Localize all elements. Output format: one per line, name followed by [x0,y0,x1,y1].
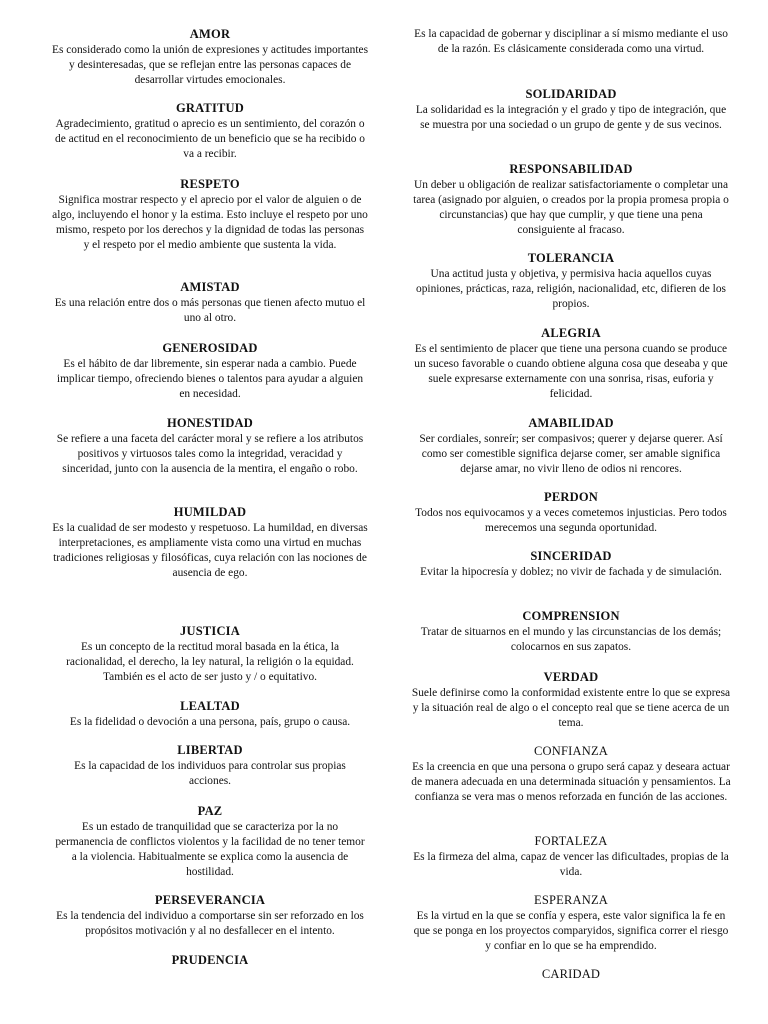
term-definition: Es un concepto de la rectitud moral basada en la ética, la racionalidad, el derecho, la ley natural, la religión o la equidad. También es el acto de ser justo y / o equitativo. [66,641,354,683]
term-definition: Todos nos equivocamos y a veces cometemos injusticias. Pero todos merecemos una segunda oportunidad. [415,507,727,534]
term-heading: LEALTAD [180,699,240,713]
entry-solidaridad [410,87,732,133]
entry-perseverancia [52,893,368,939]
term-definition: La solidaridad es la integración y el grado y tipo de integración, que se muestra por una sociedad o un grupo de gente y de sus vecinos. [415,104,727,131]
term-definition: Es un estado de tranquilidad que se caracteriza por la no permanencia de conflictos violentos y la facilidad de no tener temor a la violencia. Habitualmente se explica como la ausencia de hostilidad. [55,821,365,878]
term-heading: ALEGRIA [541,326,601,340]
term-heading: CONFIANZA [533,744,609,758]
term-definition: Es la virtud en la que se confía y espera, este valor significa la fe en que se ponga en los proyectos comparyidos, significa correr el riesgo y confiar en lo que se ha emprendido. [413,910,729,952]
term-heading: PRUDENCIA [171,953,249,967]
term-heading: HUMILDAD [173,505,247,519]
term-definition: Es la capacidad de gobernar y disciplinar a sí mismo mediante el uso de la razón. Es clásicamente considerada como una virtud. [414,28,728,55]
term-definition: Es la capacidad de los individuos para controlar sus propias acciones. [74,760,346,787]
term-definition: Es el sentimiento de placer que tiene una persona cuando se produce un suceso favorable o cuando obtiene alguna cosa que deseaba y que suele expresarse externamente con una sonrisa, risas, euforia y felicidad. [414,343,728,400]
term-definition: Suele definirse como la conformidad existente entre lo que se expresa y la situación real de algo o el concepto real que se tiene acerca de un tema. [411,687,731,729]
term-heading: JUSTICIA [180,624,240,638]
term-heading: TOLERANCIA [527,251,615,265]
term-heading: AMABILIDAD [528,416,614,430]
term-definition: Agradecimiento, gratitud o aprecio es un sentimiento, del corazón o de actitud en el reconocimiento de un beneficio que se ha recibido o va a recibir. [55,118,365,160]
entry-alegria [410,326,732,402]
term-heading: HONESTIDAD [166,416,254,430]
term-definition: Es una relación entre dos o más personas que tienen afecto mutuo el uno al otro. [54,297,366,324]
entry-esperanza [410,893,732,954]
entry-gratitud [52,101,368,162]
entry-sinceridad [410,549,732,580]
term-heading: SOLIDARIDAD [525,87,617,101]
term-definition: Es la creencia en que una persona o grupo será capaz y deseara actuar de manera adecuada en una determinada situación y pensamientos. La confianza se vera mas o menos reforzada en función de las acciones. [411,761,731,803]
term-heading: RESPETO [180,177,240,191]
term-heading: SINCERIDAD [530,549,612,563]
term-heading: VERDAD [543,670,599,684]
entry-prudencia-continued [410,27,732,57]
term-heading: CARIDAD [541,967,601,981]
entry-perdon [410,490,732,536]
term-definition: Se refiere a una faceta del carácter moral y se refiere a los atributos positivos y virtuosos tales como la integridad, veracidad y sinceridad, junto con la ausencia de la mentira, el engaño o robo. [56,433,364,475]
term-definition: Significa mostrar respecto y el aprecio por el valor de alguien o de algo, incluyendo el honor y la estima. Esto incluye el respeto por uno mismo, respeto por los derechos y la dignidad de todas las personas y el respeto por el medio ambiente que sustenta la vida. [52,194,368,251]
entry-amabilidad [410,416,732,477]
term-definition: Es la tendencia del individuo a comportarse sin ser reforzado en los propósitos motivación y al no desfallecer en el intento. [56,910,364,937]
entry-honestidad [52,416,368,477]
term-heading: PERDON [544,490,598,504]
term-definition: Es la fidelidad o devoción a una persona, país, grupo o causa. [69,716,351,728]
entry-responsabilidad [410,162,732,238]
term-definition: Una actitud justa y objetiva, y permisiva hacia aquellos cuyas opiniones, prácticas, raza, religión, nacionalidad, etc, difieren de los propios. [416,268,726,310]
term-definition: Evitar la hipocresía y doblez; no vivir de fachada y de simulación. [420,566,722,578]
term-definition: Tratar de situarnos en el mundo y las circunstancias de los demás; colocarnos en sus zapatos. [420,626,722,653]
term-heading: PERSEVERANCIA [154,893,266,907]
term-heading: ESPERANZA [533,893,609,907]
term-heading: COMPRENSION [522,609,620,623]
term-definition: Es considerado como la unión de expresiones y actitudes importantes y desinteresadas, que se reflejan entre las personas capaces de desarrollar virtudes emocionales. [52,44,369,86]
term-heading: FORTALEZA [534,834,608,848]
term-heading: GENEROSIDAD [162,341,258,355]
entry-libertad [52,743,368,789]
entry-generosidad [52,341,368,402]
entry-lealtad [52,699,368,730]
term-heading: AMOR [189,27,231,41]
term-heading: LIBERTAD [177,743,243,757]
term-definition: Es la cualidad de ser modesto y respetuoso. La humildad, en diversas interpretaciones, es ampliamente vista como una virtud en muchas tradiciones religiosas y filosóficas, cuya relación con las nociones de ausencia de ego. [52,522,368,579]
entry-amor [52,27,368,88]
term-heading: RESPONSABILIDAD [509,162,633,176]
entry-fortaleza [410,834,732,880]
term-definition: Ser cordiales, sonreír; ser compasivos; querer y dejarse querer. Así como ser comestible significa dejarse comer, ser amable significa dejarse amar, no vivir lleno de odios ni rencores. [419,433,723,475]
entry-justicia [52,624,368,685]
term-definition: Es la firmeza del alma, capaz de vencer las dificultades, propias de la vida. [413,851,729,878]
entry-caridad [410,967,732,983]
term-heading: PAZ [197,804,223,818]
entry-verdad [410,670,732,731]
term-definition: Un deber u obligación de realizar satisfactoriamente o completar una tarea (asignado por alguien, o creados por la propia promesa propia o circunstancias) que hay que cumplir, y que tiene una pena consiguiente al fracaso. [413,179,729,236]
entry-amistad [52,280,368,326]
entry-tolerancia [410,251,732,312]
entry-humildad [52,505,368,581]
entry-comprension [410,609,732,655]
term-heading: AMISTAD [180,280,240,294]
entry-prudencia [52,953,368,969]
term-definition: Es el hábito de dar libremente, sin esperar nada a cambio. Puede implicar tiempo, ofreciendo bienes o talentos para ayudar a alguien en necesidad. [56,358,364,400]
entry-paz [52,804,368,880]
term-heading: GRATITUD [175,101,245,115]
entry-respeto [52,177,368,253]
entry-confianza [410,744,732,805]
